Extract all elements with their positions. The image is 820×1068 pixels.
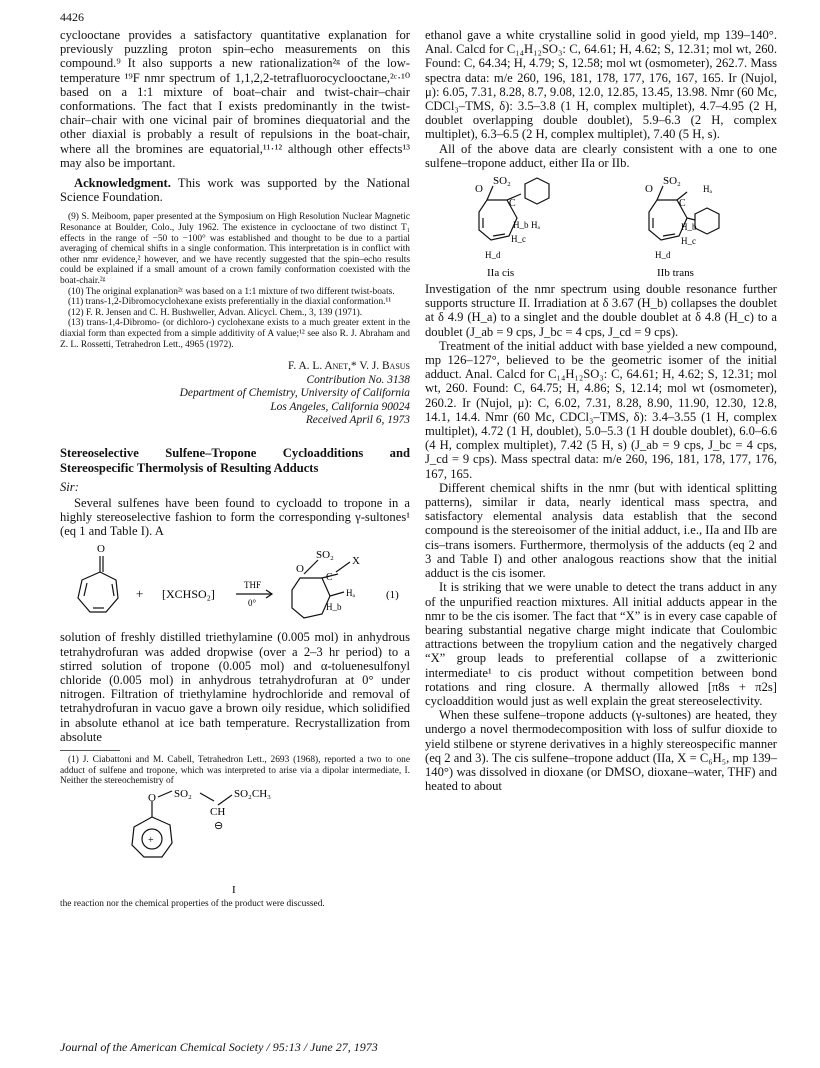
eq1-hb: H_b (326, 602, 342, 613)
paragraph: Different chemical shifts in the nmr (but with identical splitting patterns), similar ir data, nearly identical mass spectra, and satisfactory elemental analysis data establish that the second compound is the stereoisomer of the initial adduct, i.e., IIa and IIb are cis–trans isomers. Furthermore, thermolysis of the adducts (eq 2 and 3 and Table I) and other analogous reactions show that the initial adduct is the cis isomer. (425, 480, 777, 581)
authors: F. A. L. Anet,* V. J. Basus (287, 360, 410, 373)
I-ch: CH (210, 805, 226, 818)
article-title: Stereoselective Sulfene–Tropone Cycloadditions and Stereospecific Thermolysis of Resulting Adducts (60, 445, 410, 475)
I-so2ch3: SO₂CH₃ (234, 787, 272, 800)
page-number: 4426 (60, 10, 84, 24)
IIb-hd: H_d (655, 250, 671, 261)
IIb-hb: H_b (681, 222, 697, 233)
footnote-1: (1) J. Ciabattoni and M. Cabell, Tetrahedron Lett., 2693 (1968), reported a two to one adduct of sulfene and tropone, which was interpreted to arise via a dipolar intermediate, I. Neither the stereochemistry of (60, 755, 410, 787)
I-tropylium-charge: + (148, 834, 154, 846)
ack-heading: Acknowledgment. (74, 176, 171, 191)
salutation: Sir: (60, 479, 79, 494)
IIb-label: IIb trans (657, 267, 694, 280)
eq1-ring-o: O (296, 563, 304, 576)
IIa-hd: H_d (485, 250, 501, 261)
eq1-number: (1) (386, 589, 399, 602)
footnote-13: (13) trans-1,4-Dibromo- (or dichloro-) cyclohexane exists to a much greater extent in the diaxial form than expected from a simple additivity of A value;¹² see also R. J. Abraham and Z. L. Rossetti, Tetrahedron Lett., 4965 (1972). (60, 318, 410, 350)
IIa-hc: H_c (511, 234, 526, 245)
structures-IIa-IIb (425, 170, 777, 282)
I-charge: ⊖ (214, 819, 224, 832)
paragraph: cyclooctane provides a satisfactory quantitative explanation for previously puzzling proton spin–echo measurements on this compound.⁹ It also supports a new rationalization²ᵍ of the low-temperature ¹⁹F nmr spectrum of 1,1,2,2-tetrafluorocyclooctane,²ᶜ·¹⁰ based on a 1:1 mixture of boat–chair and twist-chair–chair conformations. The fact that I exists predominantly in the twist-chair–chair with one vicinal pair of bromines diequatorial and the other diaxial is probably a result of repulsions in the boat-chair, where all the bromines are equatorial,¹¹·¹² although other effects¹³ may also be important. (60, 28, 410, 170)
IIa-label: IIa cis (487, 267, 515, 280)
IIa-so2: SO₂ (493, 175, 511, 188)
IIa-hb: H_b (513, 220, 529, 231)
paragraph: When these sulfene–tropone adducts (γ-sultones) are heated, they undergo a novel thermodecomposition with loss of sulfur dioxide to yield stilbene or styrene derivatives in a highly stereospecific manner (eq 2 and 3). The cis sulfene–tropone adduct (IIa, X = C₆H₅, mp 139–140°) was dissolved in dioxane (or DMSO, dioxane–water, THF) and heated to about (425, 708, 777, 794)
paragraph: All of the above data are clearly consistent with a one to one sulfene–tropone adduct, either IIa or IIb. (425, 141, 777, 170)
received-date: Received April 6, 1973 (305, 414, 410, 427)
footnote-1-end: the reaction nor the chemical properties of the product were discussed. (60, 898, 325, 909)
footnote-11: (11) trans-1,2-Dibromocyclohexane exists preferentially in the diaxial conformation.¹¹ (68, 297, 392, 308)
acknowledgment (60, 176, 410, 204)
paragraph: Several sulfenes have been found to cycloadd to tropone in a highly stereoselective fashion to form the corresponding γ-sultones¹ (eq 1 and Table I). A (60, 495, 410, 539)
I-so2: SO₂ (174, 787, 192, 800)
footnote-12: (12) F. R. Jensen and C. H. Bushweller, Advan. Alicycl. Chem., 3, 139 (1971). (68, 307, 363, 318)
contribution-number: Contribution No. 3138 (306, 373, 410, 386)
IIa-ha: Hₐ (531, 220, 540, 231)
author-signature (60, 360, 410, 428)
eq1-sulfene: [XCHSO₂] (162, 587, 215, 602)
eq1-so2: SO₂ (316, 549, 334, 562)
eq1-temp: 0° (248, 598, 257, 609)
IIa-o: O (475, 183, 483, 196)
IIb-so2: SO₂ (663, 175, 681, 188)
eq1-carbonyl-o: O (97, 543, 105, 556)
eq1-x: X (352, 555, 360, 568)
department: Department of Chemistry, University of California (179, 387, 410, 400)
structure-I-label: I (232, 883, 236, 896)
paragraph: It is striking that we were unable to detect the trans adduct in any of the unpurified reaction mixtures. All initial adducts appear in the nmr to be the cis isomer. The fact that “X” is in every case capable of bearing substantial negative charge might indicate that Coulombic attractions between the tropylium cation and the negatively charged “X” group leads to preferential collapse of a zwitterionic intermediate¹ to cis product without competition between bond rotations and ring closure. A thermally allowed [π8s + π2s] cycloaddition would just as well explain the great stereoselectivity. (425, 580, 777, 708)
right-column (425, 28, 777, 793)
eq1-plus: + (136, 586, 144, 602)
IIb-c: C (679, 198, 686, 210)
paragraph: ethanol gave a white crystalline solid in good yield, mp 139–140°. Anal. Calcd for C₁₄H₁₂SO₃: C, 64.61; H, 4.62; S, 12.31; mol wt, 260. Found: C, 64.34; H, 4.79; S, 12.58; mol wt (osmometer), 262.7. Mass spectra data: m/e 260, 196, 181, 178, 177, 176, 167, 165. Ir (Nujol, μ): 6.05, 7.31, 8.28, 8.7, 9.08, 12.0, 12.85, 13.45, 13.98. Nmr (60 Mc, CDCl₃–TMS, δ): 3.5–3.8 (1 H, complex multiplet), 4.7–4.95 (2 H, doublet overlapping double doublet), 5.9–6.3 (2 H, complex multiplet), 6.3–6.5 (2 H, complex multiplet), 7.40 (5 H, s). (425, 28, 777, 142)
footnote-10: (10) The original explanation²ᶜ was based on a 1:1 mixture of two different twist-boats. (68, 286, 395, 297)
paragraph: Investigation of the nmr spectrum using double resonance further supports structure II. Irradiation at δ 3.67 (H_b) collapses the doublet at δ 4.9 (H_a) to a singlet and the double doublet at δ 4.8 (H_c) to a doublet (J_ab = 9 cps, J_bc = 4 cps, J_cd = 9 cps). (425, 282, 777, 339)
ack-body: This work was supported by the National Science Foundation. (60, 176, 410, 205)
paragraph: Treatment of the initial adduct with base yielded a new compound, mp 126–127°, believed to be the geometric isomer of the initial adduct. Anal. Calcd for C₁₄H₁₂SO₃: C, 64.61; H, 4.62; S, 12.31; mol wt, 260. Found: C, 64.75; H, 4.86; S, 12.14; mol wt (osmometer), 260.2. Ir (Nujol, μ): C, 6.02, 7.31, 8.28, 8.90, 11.90, 12.30, 12.8, 14.1, 14.4. Nmr (60 Mc, CDCl₃–TMS, δ): 3.4–3.55 (1 H, complex multiplet), 4.72 (1 H, doublet), 5.0–5.3 (1 H double doublet), 6.0–6.6 (4 H, complex multiplet), 7.42 (5 H, s) (J_ab = 9 cps, J_bc = 4 cps, J_cd = 9 cps). Mass spectral data: m/e 260, 196, 181, 178, 177, 176, 167, 165. (425, 338, 777, 481)
eq1-c: C (326, 572, 333, 584)
eq1-solvent: THF (244, 580, 262, 591)
left-column (60, 28, 410, 909)
IIa-c: C (509, 198, 516, 210)
IIb-ha: Hₐ (703, 184, 712, 195)
IIb-hc: H_c (681, 236, 696, 247)
city: Los Angeles, California 90024 (270, 400, 410, 413)
structure-I (60, 787, 410, 899)
footnote-9: (9) S. Meiboom, paper presented at the Symposium on High Resolution Nuclear Magnetic Resonance at Boulder, Colo., July 1962. The existence in cyclooctane of two distinct T₁ effects in the range of −50 to −100° was established and thought to be due to a partial averaging of chemical shifts in a single conformation. This interpretation is in conflict with other nmr evidence,² however, and we have recently suggested that the spin–echo results could be explained if a small amount of a crown family conformation coexisted with the boat-chair.²ᵍ (60, 212, 410, 286)
equation-1-scheme (60, 538, 410, 630)
paragraph: solution of freshly distilled triethylamine (0.005 mol) in anhydrous tetrahydrofuran was added dropwise (over a 2–3 hr period) to a stirred solution of tropone (0.005 mol) and α-toluenesulfonyl chloride (0.005 mol) in anhydrous tetrahydrofuran at 0° under nitrogen. Filtration of triethylamine hydrochloride and removal of tetrahydrofuran in vacuo gave a brown oily residue, which solidified in absolute ethanol at ice bath temperature. Recrystallization from absolute (60, 630, 410, 744)
IIb-o: O (645, 183, 653, 196)
I-o: O (148, 791, 156, 804)
journal-footer: Journal of the American Chemical Society / 95:13 / June 27, 1973 (60, 1040, 378, 1054)
eq1-ha: Hₐ (346, 588, 355, 599)
